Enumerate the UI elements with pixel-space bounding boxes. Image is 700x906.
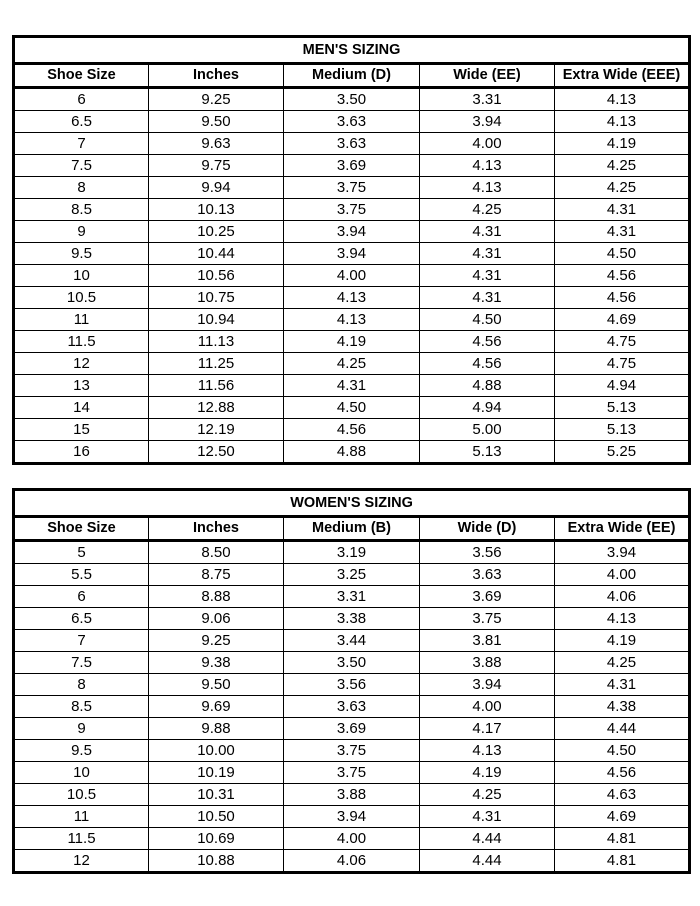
extra-wide-cell: 4.50 <box>555 740 690 762</box>
wide-cell: 4.56 <box>420 353 555 375</box>
wide-cell: 4.19 <box>420 762 555 784</box>
inches-cell: 9.50 <box>149 111 284 133</box>
medium-cell: 3.63 <box>284 696 420 718</box>
shoe-size-cell: 14 <box>14 397 149 419</box>
column-header-shoe-size: Shoe Size <box>14 64 149 88</box>
inches-cell: 10.19 <box>149 762 284 784</box>
column-header-inches: Inches <box>149 64 284 88</box>
extra-wide-cell: 4.69 <box>555 806 690 828</box>
wide-cell: 3.94 <box>420 674 555 696</box>
inches-cell: 8.50 <box>149 541 284 564</box>
extra-wide-cell: 4.75 <box>555 331 690 353</box>
extra-wide-cell: 4.38 <box>555 696 690 718</box>
table-row <box>14 133 690 155</box>
inches-cell: 9.25 <box>149 88 284 111</box>
inches-cell: 11.56 <box>149 375 284 397</box>
table-header-row <box>14 64 690 88</box>
medium-cell: 4.13 <box>284 309 420 331</box>
column-header-medium: Medium (D) <box>284 64 420 88</box>
inches-cell: 10.88 <box>149 850 284 873</box>
extra-wide-cell: 4.81 <box>555 850 690 873</box>
table-row <box>14 265 690 287</box>
extra-wide-cell: 4.25 <box>555 652 690 674</box>
womens-sizing-title: WOMEN'S SIZING <box>14 490 690 517</box>
medium-cell: 3.94 <box>284 243 420 265</box>
shoe-size-cell: 8 <box>14 674 149 696</box>
shoe-size-cell: 10.5 <box>14 287 149 309</box>
table-row <box>14 828 690 850</box>
extra-wide-cell: 4.13 <box>555 88 690 111</box>
extra-wide-cell: 4.06 <box>555 586 690 608</box>
medium-cell: 3.63 <box>284 111 420 133</box>
extra-wide-cell: 4.94 <box>555 375 690 397</box>
shoe-size-cell: 10 <box>14 762 149 784</box>
wide-cell: 4.44 <box>420 850 555 873</box>
medium-cell: 4.88 <box>284 441 420 464</box>
extra-wide-cell: 5.13 <box>555 419 690 441</box>
wide-cell: 3.88 <box>420 652 555 674</box>
wide-cell: 3.94 <box>420 111 555 133</box>
inches-cell: 9.94 <box>149 177 284 199</box>
medium-cell: 4.31 <box>284 375 420 397</box>
shoe-size-cell: 5 <box>14 541 149 564</box>
shoe-size-cell: 10.5 <box>14 784 149 806</box>
inches-cell: 9.75 <box>149 155 284 177</box>
medium-cell: 4.00 <box>284 828 420 850</box>
wide-cell: 4.31 <box>420 287 555 309</box>
table-row <box>14 243 690 265</box>
wide-cell: 4.50 <box>420 309 555 331</box>
column-header-shoe-size: Shoe Size <box>14 517 149 541</box>
mens-sizing-table <box>12 35 691 465</box>
table-row <box>14 718 690 740</box>
inches-cell: 10.69 <box>149 828 284 850</box>
inches-cell: 12.88 <box>149 397 284 419</box>
womens-sizing-table <box>12 488 691 874</box>
medium-cell: 3.75 <box>284 762 420 784</box>
wide-cell: 3.63 <box>420 564 555 586</box>
table-row <box>14 375 690 397</box>
table-row <box>14 762 690 784</box>
table-row <box>14 674 690 696</box>
table-row <box>14 541 690 564</box>
extra-wide-cell: 4.31 <box>555 221 690 243</box>
medium-cell: 4.25 <box>284 353 420 375</box>
extra-wide-cell: 4.19 <box>555 630 690 652</box>
table-row <box>14 221 690 243</box>
inches-cell: 8.75 <box>149 564 284 586</box>
medium-cell: 4.00 <box>284 265 420 287</box>
shoe-size-cell: 9 <box>14 221 149 243</box>
table-row <box>14 287 690 309</box>
inches-cell: 9.63 <box>149 133 284 155</box>
medium-cell: 3.94 <box>284 806 420 828</box>
extra-wide-cell: 3.94 <box>555 541 690 564</box>
extra-wide-cell: 4.25 <box>555 155 690 177</box>
table-row <box>14 441 690 464</box>
medium-cell: 3.75 <box>284 740 420 762</box>
wide-cell: 4.56 <box>420 331 555 353</box>
table-row <box>14 652 690 674</box>
inches-cell: 10.13 <box>149 199 284 221</box>
wide-cell: 5.13 <box>420 441 555 464</box>
womens-table-body <box>14 541 690 873</box>
shoe-size-cell: 16 <box>14 441 149 464</box>
extra-wide-cell: 5.13 <box>555 397 690 419</box>
medium-cell: 3.31 <box>284 586 420 608</box>
wide-cell: 4.25 <box>420 199 555 221</box>
extra-wide-cell: 4.50 <box>555 243 690 265</box>
medium-cell: 3.75 <box>284 199 420 221</box>
shoe-size-cell: 12 <box>14 850 149 873</box>
wide-cell: 4.31 <box>420 806 555 828</box>
medium-cell: 4.19 <box>284 331 420 353</box>
medium-cell: 3.75 <box>284 177 420 199</box>
shoe-size-cell: 8.5 <box>14 199 149 221</box>
shoe-size-cell: 12 <box>14 353 149 375</box>
shoe-size-cell: 15 <box>14 419 149 441</box>
wide-cell: 4.44 <box>420 828 555 850</box>
extra-wide-cell: 4.63 <box>555 784 690 806</box>
wide-cell: 4.31 <box>420 243 555 265</box>
wide-cell: 3.75 <box>420 608 555 630</box>
inches-cell: 10.00 <box>149 740 284 762</box>
mens-table-body <box>14 88 690 464</box>
mens-sizing-title: MEN'S SIZING <box>14 37 690 64</box>
table-row <box>14 309 690 331</box>
extra-wide-cell: 4.44 <box>555 718 690 740</box>
medium-cell: 3.94 <box>284 221 420 243</box>
table-row <box>14 177 690 199</box>
table-row <box>14 630 690 652</box>
shoe-size-cell: 13 <box>14 375 149 397</box>
medium-cell: 3.88 <box>284 784 420 806</box>
inches-cell: 11.13 <box>149 331 284 353</box>
table-row <box>14 199 690 221</box>
shoe-size-cell: 7.5 <box>14 155 149 177</box>
column-header-inches: Inches <box>149 517 284 541</box>
extra-wide-cell: 4.25 <box>555 177 690 199</box>
table-row <box>14 586 690 608</box>
inches-cell: 12.50 <box>149 441 284 464</box>
extra-wide-cell: 4.75 <box>555 353 690 375</box>
inches-cell: 10.56 <box>149 265 284 287</box>
column-header-wide: Wide (EE) <box>420 64 555 88</box>
extra-wide-cell: 4.00 <box>555 564 690 586</box>
wide-cell: 4.00 <box>420 133 555 155</box>
medium-cell: 3.50 <box>284 88 420 111</box>
shoe-size-cell: 10 <box>14 265 149 287</box>
table-header-row <box>14 517 690 541</box>
extra-wide-cell: 4.56 <box>555 265 690 287</box>
shoe-size-cell: 7 <box>14 630 149 652</box>
extra-wide-cell: 4.81 <box>555 828 690 850</box>
shoe-size-cell: 11.5 <box>14 828 149 850</box>
medium-cell: 4.50 <box>284 397 420 419</box>
wide-cell: 3.81 <box>420 630 555 652</box>
extra-wide-cell: 4.56 <box>555 287 690 309</box>
inches-cell: 9.25 <box>149 630 284 652</box>
wide-cell: 4.31 <box>420 221 555 243</box>
column-header-wide: Wide (D) <box>420 517 555 541</box>
wide-cell: 3.56 <box>420 541 555 564</box>
table-row <box>14 88 690 111</box>
column-header-extra-wide: Extra Wide (EE) <box>555 517 690 541</box>
wide-cell: 4.13 <box>420 740 555 762</box>
shoe-size-cell: 6.5 <box>14 111 149 133</box>
wide-cell: 3.31 <box>420 88 555 111</box>
wide-cell: 4.13 <box>420 177 555 199</box>
medium-cell: 3.44 <box>284 630 420 652</box>
medium-cell: 3.69 <box>284 718 420 740</box>
shoe-size-cell: 9 <box>14 718 149 740</box>
medium-cell: 3.69 <box>284 155 420 177</box>
table-title-row <box>14 37 690 64</box>
shoe-size-cell: 9.5 <box>14 740 149 762</box>
table-row <box>14 806 690 828</box>
inches-cell: 9.69 <box>149 696 284 718</box>
inches-cell: 10.50 <box>149 806 284 828</box>
wide-cell: 4.88 <box>420 375 555 397</box>
shoe-size-cell: 11 <box>14 806 149 828</box>
inches-cell: 9.38 <box>149 652 284 674</box>
shoe-size-cell: 7.5 <box>14 652 149 674</box>
table-row <box>14 155 690 177</box>
table-row <box>14 419 690 441</box>
inches-cell: 12.19 <box>149 419 284 441</box>
inches-cell: 10.31 <box>149 784 284 806</box>
medium-cell: 3.56 <box>284 674 420 696</box>
shoe-size-cell: 8 <box>14 177 149 199</box>
inches-cell: 9.50 <box>149 674 284 696</box>
wide-cell: 3.69 <box>420 586 555 608</box>
medium-cell: 4.56 <box>284 419 420 441</box>
column-header-medium: Medium (B) <box>284 517 420 541</box>
extra-wide-cell: 4.13 <box>555 608 690 630</box>
shoe-size-cell: 6 <box>14 586 149 608</box>
wide-cell: 4.25 <box>420 784 555 806</box>
shoe-size-cell: 6.5 <box>14 608 149 630</box>
inches-cell: 10.94 <box>149 309 284 331</box>
table-title-row <box>14 490 690 517</box>
medium-cell: 4.13 <box>284 287 420 309</box>
medium-cell: 3.25 <box>284 564 420 586</box>
inches-cell: 10.44 <box>149 243 284 265</box>
table-row <box>14 696 690 718</box>
table-row <box>14 850 690 873</box>
table-row <box>14 608 690 630</box>
inches-cell: 10.25 <box>149 221 284 243</box>
table-row <box>14 397 690 419</box>
shoe-size-cell: 7 <box>14 133 149 155</box>
inches-cell: 10.75 <box>149 287 284 309</box>
shoe-size-cell: 9.5 <box>14 243 149 265</box>
inches-cell: 9.06 <box>149 608 284 630</box>
wide-cell: 4.13 <box>420 155 555 177</box>
column-header-extra-wide: Extra Wide (EEE) <box>555 64 690 88</box>
table-row <box>14 784 690 806</box>
table-row <box>14 111 690 133</box>
shoe-size-cell: 5.5 <box>14 564 149 586</box>
inches-cell: 8.88 <box>149 586 284 608</box>
extra-wide-cell: 4.13 <box>555 111 690 133</box>
medium-cell: 4.06 <box>284 850 420 873</box>
table-row <box>14 740 690 762</box>
medium-cell: 3.38 <box>284 608 420 630</box>
wide-cell: 4.00 <box>420 696 555 718</box>
extra-wide-cell: 4.19 <box>555 133 690 155</box>
shoe-size-cell: 11 <box>14 309 149 331</box>
shoe-size-cell: 11.5 <box>14 331 149 353</box>
table-row <box>14 353 690 375</box>
shoe-size-cell: 8.5 <box>14 696 149 718</box>
wide-cell: 4.17 <box>420 718 555 740</box>
medium-cell: 3.63 <box>284 133 420 155</box>
table-row <box>14 331 690 353</box>
medium-cell: 3.19 <box>284 541 420 564</box>
extra-wide-cell: 4.69 <box>555 309 690 331</box>
wide-cell: 5.00 <box>420 419 555 441</box>
inches-cell: 11.25 <box>149 353 284 375</box>
medium-cell: 3.50 <box>284 652 420 674</box>
wide-cell: 4.94 <box>420 397 555 419</box>
extra-wide-cell: 4.56 <box>555 762 690 784</box>
table-row <box>14 564 690 586</box>
extra-wide-cell: 5.25 <box>555 441 690 464</box>
extra-wide-cell: 4.31 <box>555 199 690 221</box>
inches-cell: 9.88 <box>149 718 284 740</box>
extra-wide-cell: 4.31 <box>555 674 690 696</box>
wide-cell: 4.31 <box>420 265 555 287</box>
shoe-size-cell: 6 <box>14 88 149 111</box>
